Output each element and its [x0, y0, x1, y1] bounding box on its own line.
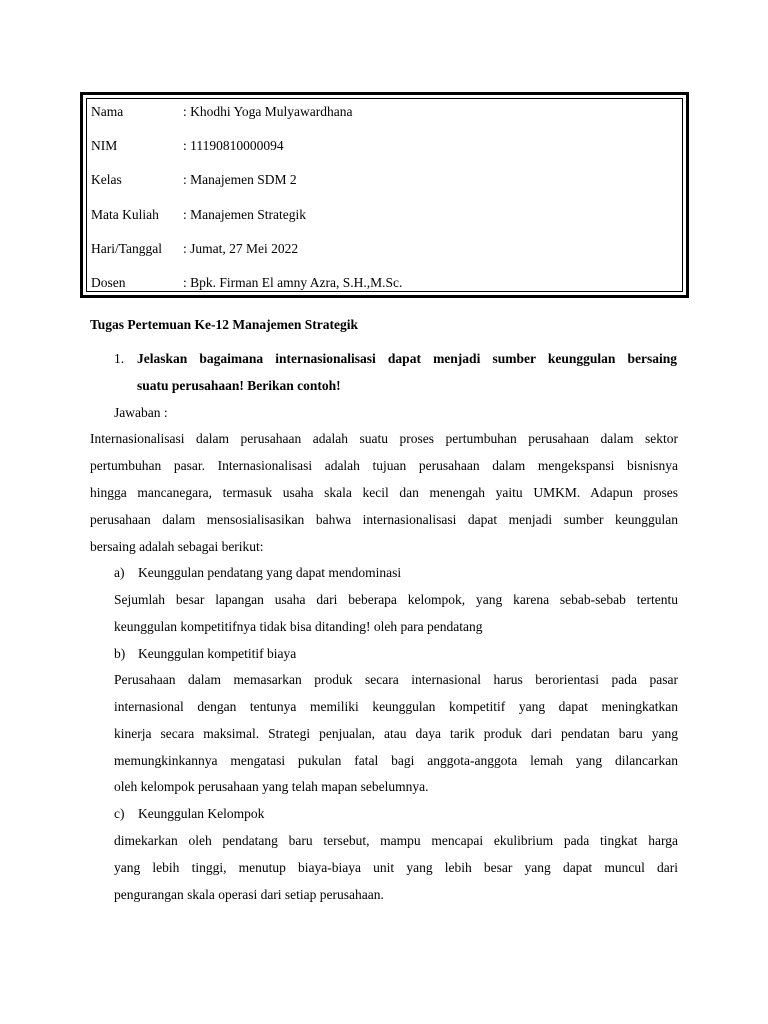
point-marker: b): [114, 646, 126, 661]
question-text: [137, 349, 677, 369]
paragraph-line: pertumbuhan pasar. Internasionalisasi adalah tujuan perusahaan dalam mengekspansi bisnisnya: [90, 458, 678, 473]
paragraph-line: Internasionalisasi dalam perusahaan adalah suatu proses pertumbuhan perusahaan dalam sektor: [90, 431, 678, 446]
paragraph-line: yang lebih tinggi, menutup biaya-biaya unit yang lebih besar yang dapat muncul dari: [114, 860, 678, 875]
intro-paragraph: [90, 429, 678, 537]
paragraph-line: perusahaan dalam mensosialisasikan bahwa internasionalisasi dapat menjadi sumber keunggulan: [90, 512, 678, 527]
identity-label: Hari/Tanggal: [91, 241, 163, 256]
point-body: [114, 831, 678, 885]
identity-value: : Jumat, 27 Mei 2022: [183, 241, 299, 256]
assignment-title: Tugas Pertemuan Ke-12 Manajemen Strategik: [90, 317, 358, 332]
point-body: [114, 590, 678, 610]
paragraph-line: kinerja secara maksimal. Strategi penjualan, atau daya tarik produk dari pendatan baru yang: [114, 726, 678, 741]
identity-value: : Manajemen SDM 2: [183, 172, 297, 187]
paragraph-line: pengurangan skala operasi dari setiap perusahaan.: [114, 887, 384, 902]
paragraph-line: hingga mancanegara, termasuk usaha skala kecil dan menengah yaitu UMKM. Adapun proses: [90, 485, 678, 500]
point-marker: c): [114, 806, 125, 821]
identity-label: Nama: [91, 104, 124, 119]
point-heading: Keunggulan pendatang yang dapat mendominasi: [138, 565, 402, 580]
point-heading: Keunggulan kompetitif biaya: [138, 646, 297, 661]
question-number: 1.: [114, 351, 125, 366]
paragraph-line: keunggulan kompetitifnya tidak bisa ditanding! oleh para pendatang: [114, 619, 483, 634]
point-marker: a): [114, 565, 125, 580]
question-line: suatu perusahaan! Berikan contoh!: [137, 378, 341, 393]
identity-box: [80, 92, 689, 298]
paragraph-line: internasional dengan tentunya memiliki keunggulan kompetitif yang dapat meningkatkan: [114, 699, 678, 714]
question-line: Jelaskan bagaimana internasionalisasi dapat menjadi sumber keunggulan bersaing: [137, 351, 677, 366]
answer-label: Jawaban :: [114, 405, 168, 420]
paragraph-line: dimekarkan oleh pendatang baru tersebut, mampu mencapai ekulibrium pada tingkat harga: [114, 833, 678, 848]
point-heading: Keunggulan Kelompok: [138, 806, 265, 821]
point-body: [114, 670, 678, 778]
paragraph-line: Perusahaan dalam memasarkan produk secara internasional harus berorientasi pada pasar: [114, 672, 678, 687]
identity-label: Dosen: [91, 275, 126, 290]
paragraph-line: Sejumlah besar lapangan usaha dari beberapa kelompok, yang karena sebab-sebab tertentu: [114, 592, 678, 607]
identity-value: : Khodhi Yoga Mulyawardhana: [183, 104, 353, 119]
paragraph-line: bersaing adalah sebagai berikut:: [90, 539, 264, 554]
identity-label: Kelas: [91, 172, 122, 187]
identity-value: : Bpk. Firman El amny Azra, S.H.,M.Sc.: [183, 275, 403, 290]
identity-label: NIM: [91, 138, 118, 153]
identity-label: Mata Kuliah: [91, 207, 159, 222]
paragraph-line: oleh kelompok perusahaan yang telah mapan sebelumnya.: [114, 779, 429, 794]
identity-value: : Manajemen Strategik: [183, 207, 306, 222]
paragraph-line: memungkinkannya mengatasi pukulan fatal bagi anggota-anggota lemah yang dilancarkan: [114, 753, 678, 768]
identity-value: : 11190810000094: [183, 138, 284, 153]
